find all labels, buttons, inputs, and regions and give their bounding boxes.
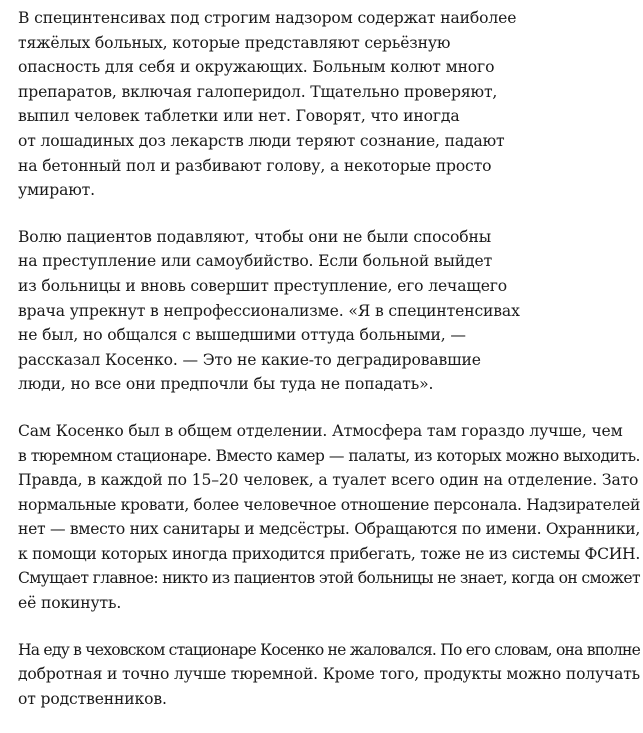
- text-line: Сам Косенко был в общем отделении. Атмосфера там гораздо лучше, чем: [18, 421, 623, 440]
- text-line: не был, но общался с вышедшими оттуда больными, —: [18, 326, 466, 345]
- text-line: на преступление или самоубийство. Если больной выйдет: [18, 252, 493, 271]
- text-line: Правда, в каждой по 15–20 человек, а туалет всего один на отделение. Зато: [18, 471, 639, 490]
- paragraph-2: [18, 225, 640, 397]
- text-line: Волю пациентов подавляют, чтобы они не были способны: [18, 227, 491, 246]
- text-line: врача упрекнут в непрофессионализме. «Я в специнтенсивах: [18, 301, 520, 320]
- text-line: к помощи которых иногда приходится прибегать, тоже не из системы ФСИН.: [18, 544, 640, 563]
- text-line: в тюремном стационаре. Вместо камер — палаты, из которых можно выходить.: [18, 446, 640, 465]
- text-line: выпил человек таблетки или нет. Говорят, что иногда: [18, 107, 460, 126]
- text-line: На еду в чеховском стационаре Косенко не жаловался. По его словам, она вполне: [18, 640, 640, 659]
- text-line: от родственников.: [18, 689, 167, 708]
- text-line: от лошадиных доз лекарств люди теряют сознание, падают: [18, 131, 505, 150]
- text-line: нет — вместо них санитары и медсёстры. Обращаются по имени. Охранники,: [18, 520, 640, 539]
- text-line: тяжёлых больных, которые представляют серьёзную: [18, 33, 451, 52]
- text-line: добротная и точно лучше тюремной. Кроме того, продукты можно получать: [18, 665, 640, 684]
- text-line: препаратов, включая галоперидол. Тщательно проверяют,: [18, 82, 498, 101]
- text-line: умирают.: [18, 181, 95, 200]
- text-line: Смущает главное: никто из пациентов этой больницы не знает, когда он сможет: [18, 569, 640, 588]
- text-line: её покинуть.: [18, 594, 122, 613]
- text-line: опасность для себя и окружающих. Больным колют много: [18, 58, 495, 77]
- article-body: [18, 6, 640, 733]
- text-line: люди, но все они предпочли бы туда не попадать».: [18, 375, 434, 394]
- text-line: В специнтенсивах под строгим надзором содержат наиболее: [18, 9, 517, 27]
- text-line: из больницы и вновь совершит преступление, его лечащего: [18, 276, 508, 295]
- paragraph-3: [18, 419, 640, 616]
- text-line: на бетонный пол и разбивают голову, а некоторые просто: [18, 156, 492, 175]
- paragraph-1: [18, 6, 640, 203]
- text-line: нормальные кровати, более человечное отношение персонала. Надзирателей: [18, 495, 640, 514]
- paragraph-4: [18, 638, 640, 712]
- text-line: рассказал Косенко. — Это не какие-то деградировавшие: [18, 350, 481, 369]
